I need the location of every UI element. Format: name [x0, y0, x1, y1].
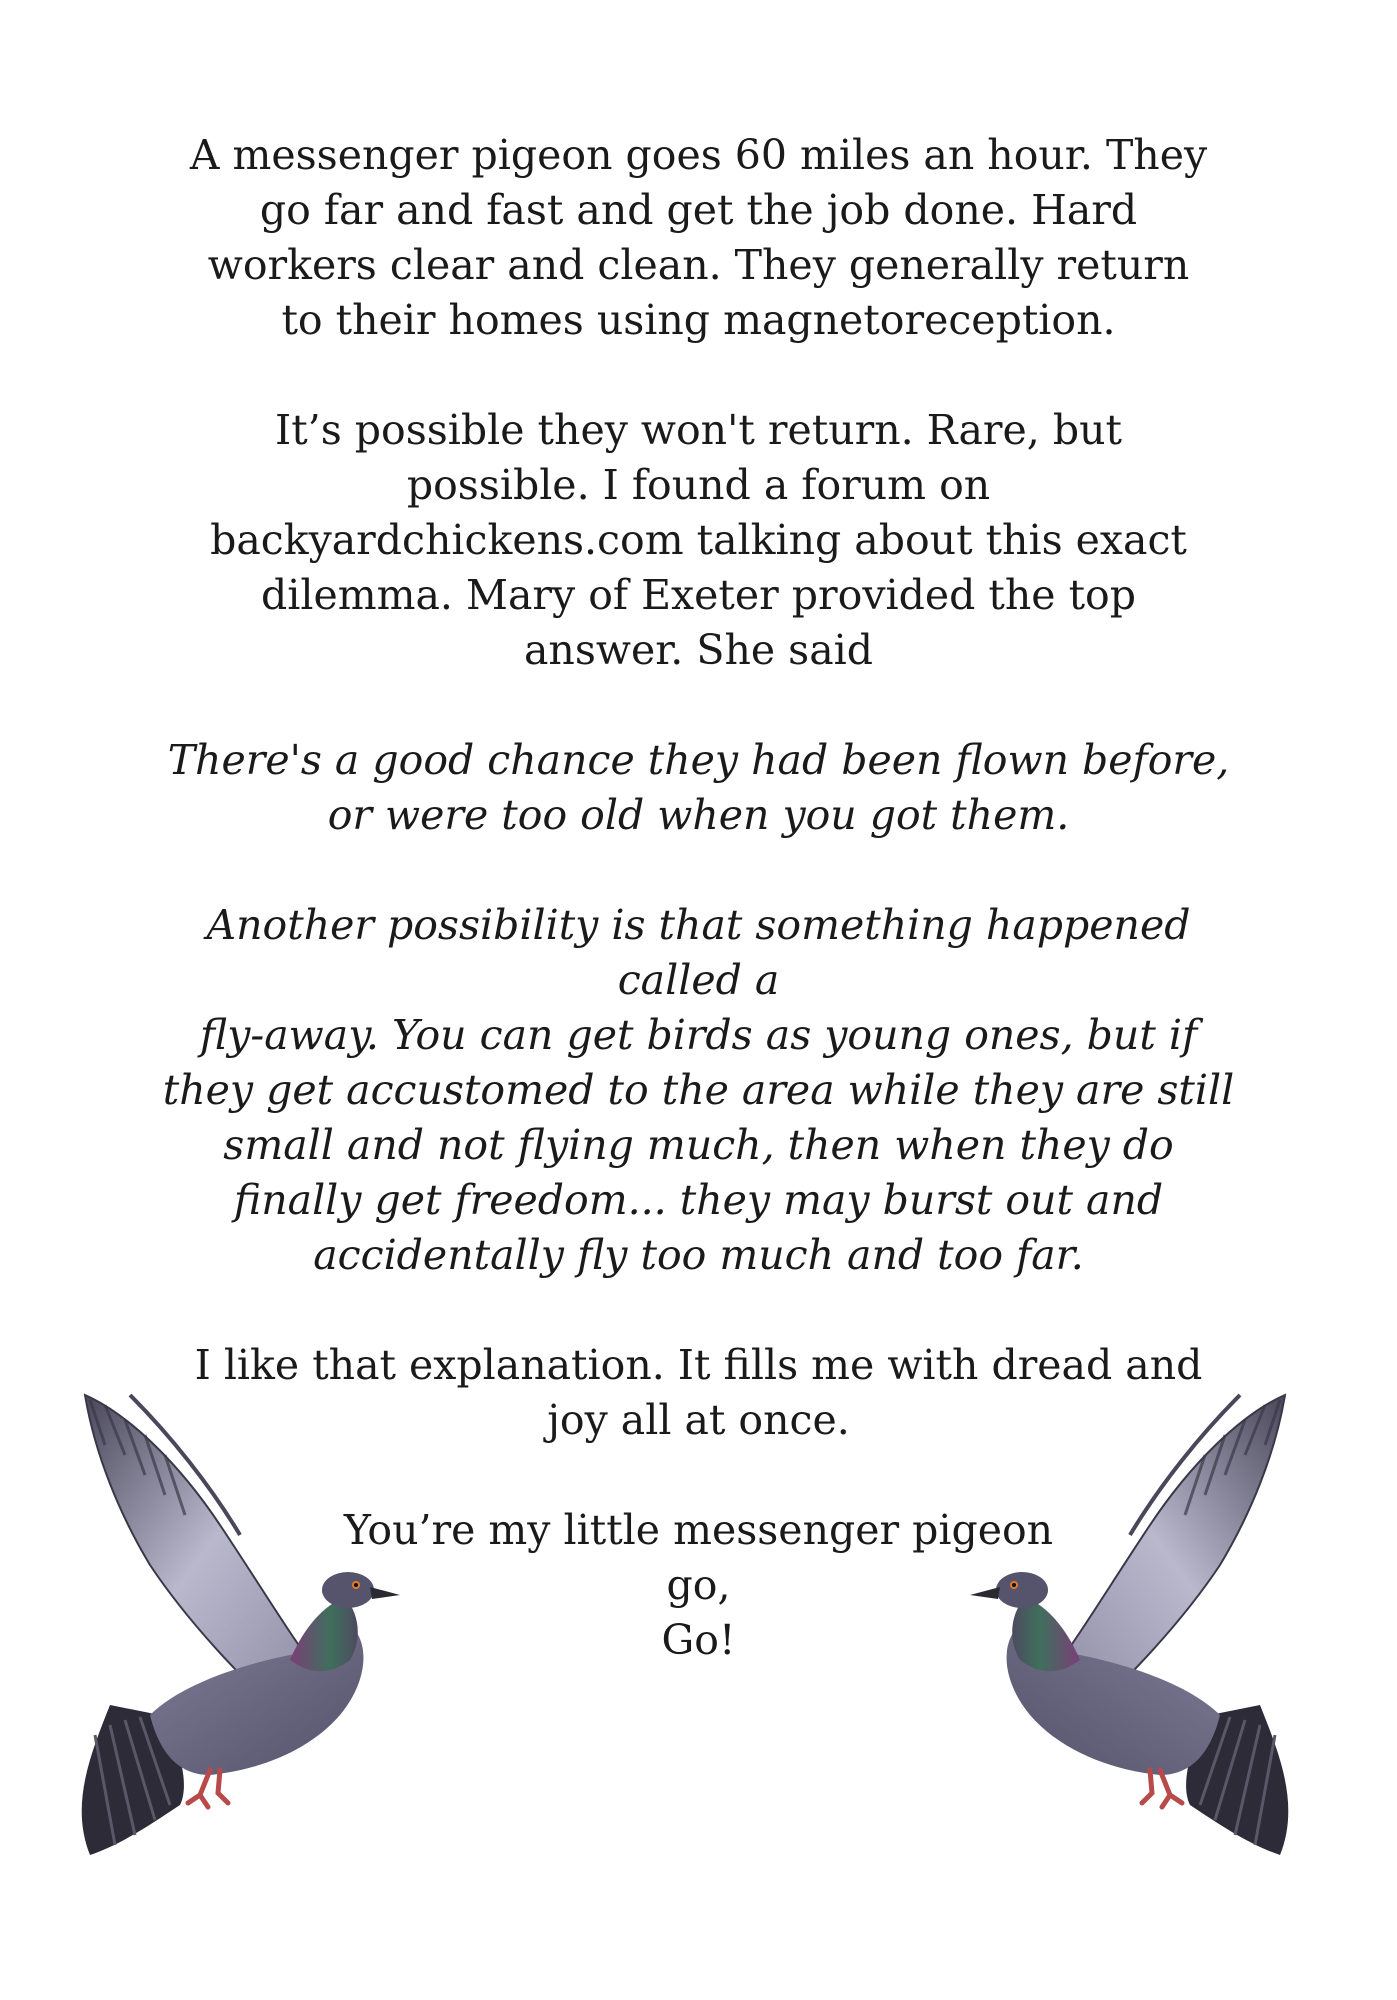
text-line: A messenger pigeon goes 60 miles an hour. They	[189, 131, 1208, 179]
paragraph-intro	[160, 128, 1237, 348]
text-line: to their homes using magnetoreception.	[281, 296, 1116, 344]
paragraph-forum	[160, 403, 1237, 678]
text-line: workers clear and clean. They generally return	[207, 241, 1190, 289]
text-line: dilemma. Mary of Exeter provided the top	[261, 571, 1136, 619]
text-line: fly-away. You can get birds as young ones, but if	[199, 1011, 1198, 1059]
text-line: they get accustomed to the area while they are still	[162, 1066, 1235, 1114]
paragraph-closing	[160, 1503, 1237, 1668]
text-line: go,	[666, 1561, 731, 1609]
text-line: There's a good chance they had been flown before,	[167, 736, 1230, 784]
paragraph-quote-1	[160, 733, 1237, 843]
poem-text	[160, 128, 1237, 1723]
text-line: It’s possible they won't return. Rare, but	[275, 406, 1122, 454]
text-line: finally get freedom... they may burst out and	[233, 1176, 1164, 1224]
text-line: You’re my little messenger pigeon	[343, 1506, 1054, 1554]
paragraph-quote-2	[160, 898, 1237, 1283]
text-line: small and not flying much, then when they do	[223, 1121, 1174, 1169]
text-line: or were too old when you got them.	[327, 791, 1070, 839]
text-line: joy all at once.	[547, 1396, 850, 1444]
text-line: Another possibility is that something happened	[206, 901, 1191, 949]
text-line: backyardchickens.com talking about this exact	[210, 516, 1187, 564]
text-line: I like that explanation. It fills me with dread and	[194, 1341, 1203, 1389]
text-line: answer. She said	[523, 626, 874, 674]
text-line: possible. I found a forum on	[406, 461, 991, 509]
text-line: go far and fast and get the job done. Hard	[259, 186, 1138, 234]
text-line: Go!	[661, 1616, 736, 1664]
text-line: called a	[617, 956, 780, 1004]
paragraph-reflection	[160, 1338, 1237, 1448]
text-line: accidentally fly too much and too far.	[313, 1231, 1084, 1279]
